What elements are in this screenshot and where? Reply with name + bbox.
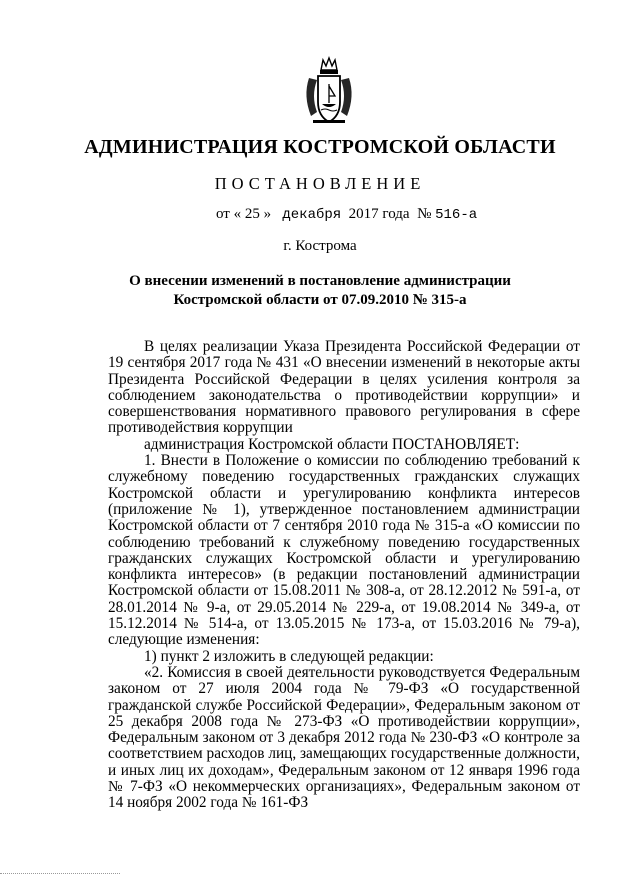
paragraph-resolves: администрация Костромской области ПОСТАНОВЛЯЕТ: [144, 435, 520, 453]
scan-artifact-line [0, 873, 120, 874]
coat-of-arms-emblem [299, 56, 359, 126]
paragraph-item-1: 1. Внести в Положение о комиссии по соблюдению требований к служебному поведению государственных гражданских служащих Костромской области и урегулированию конфликта интересов (приложение № 1), утвержденное постановлением администрации Костромской области от 7 сентября 2010 года № 315-а «О комиссии по соблюдению требований к служебному поведению государственных гражданских служащих Костромской области и урегулированию конфликта интересов» (в редакции постановлений администрации Костромской области от 15.08.2011 № 308-а, от 28.12.2012 № 591-а, от 28.01.2014 № 9-а, от 29.05.2014 № 229-а, от 19.08.2014 № 349-а, от 15.12.2014 № 514-а, от 13.05.2015 № 173-а, от 15.03.2016 № 79-а), следующие изменения: [108, 452, 580, 649]
subject-line-1: О внесении изменений в постановление администрации [129, 273, 511, 289]
document-subject [0, 272, 640, 310]
paragraph-clause-2: «2. Комиссия в своей деятельности руководствуется Федеральным законом от 27 июля 2004 года № 79-ФЗ «О государственной гражданской службе Российской Федерации», Федеральным законом от 25 декабря 2008 года № 273-ФЗ «О противодействии коррупции», Федеральным законом от 3 декабря 2012 года № 230-ФЗ «О контроле за соответствием расходов лиц, замещающих государственные должности, и иных лиц их доходам», Федеральным законом от 12 января 1996 года № 7-ФЗ «О некоммерческих организациях», Федеральным законом от 14 ноября 2002 года № 161-ФЗ [108, 663, 580, 812]
document-kind: ПОСТАНОВЛЕНИЕ [214, 174, 426, 193]
date-month: декабря [282, 207, 342, 223]
date-line [216, 206, 477, 223]
date-day-close: » [263, 206, 272, 222]
city: г. Кострома [283, 238, 357, 254]
organization-title: АДМИНИСТРАЦИЯ КОСТРОМСКОЙ ОБЛАСТИ [84, 136, 556, 158]
date-year: 2017 года [348, 206, 410, 222]
paragraph-subitem-1: 1) пункт 2 изложить в следующей редакции: [144, 647, 434, 665]
subject-line-2: Костромской области от 07.09.2010 № 315-а [173, 292, 467, 308]
paragraph-preamble: В целях реализации Указа Президента Российской Федерации от 19 сентября 2017 года № 431 «О внесении изменений в некоторые акты Президента Российской Федерации в целях усиления контроля за соблюдением законодательства о противодействии коррупции» и совершенствования нормативного правового регулирования в сфере противодействия коррупции [108, 338, 580, 437]
document-number: 516-а [435, 207, 478, 223]
date-day: 25 [244, 206, 260, 222]
date-prefix: от « [216, 206, 242, 222]
body-text [108, 339, 580, 812]
number-label: № [417, 206, 432, 222]
